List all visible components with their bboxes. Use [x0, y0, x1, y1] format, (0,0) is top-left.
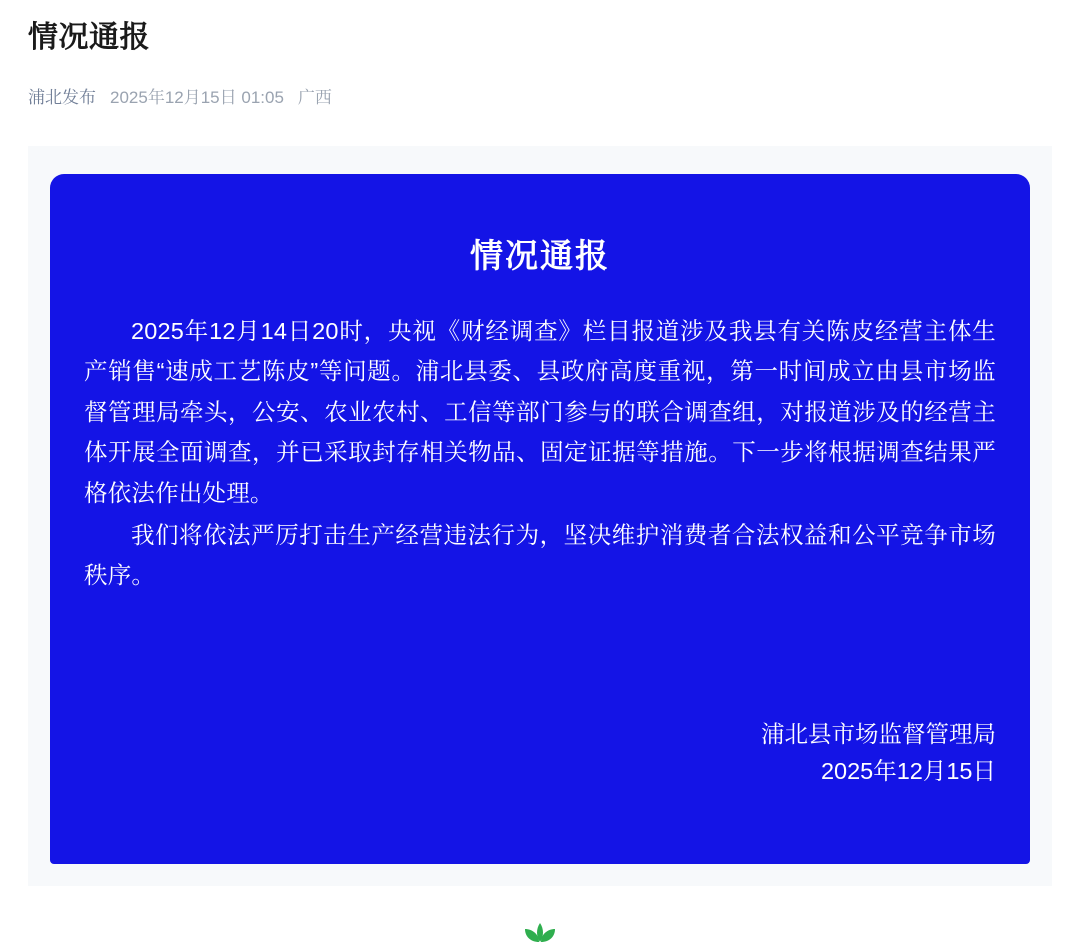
- notice-paragraph-1: 2025年12月14日20时，央视《财经调查》栏目报道涉及我县有关陈皮经营主体生产销售“速成工艺陈皮”等问题。浦北县委、县政府高度重视，第一时间成立由县市场监督管理局牵头，公安、农业农村、工信等部门参与的联合调查组，对报道涉及的经营主体开展全面调查，并已采取封存相关物品、固定证据等措施。下一步将根据调查结果严格依法作出处理。: [84, 318, 996, 506]
- notice-sign-date: 2025年12月15日: [820, 758, 996, 785]
- notice-signature: [84, 716, 996, 791]
- notice-body: [84, 311, 996, 596]
- meta-source[interactable]: 浦北发布: [28, 88, 96, 107]
- meta-region: 广西: [297, 88, 332, 107]
- leaf-icon: [523, 920, 557, 942]
- notice-card-wrapper: [28, 146, 1052, 886]
- meta-datetime: 2025年12月15日 01:05: [110, 88, 284, 107]
- notice-signer: 浦北县市场监督管理局: [761, 720, 996, 747]
- footer-strip: [0, 916, 1080, 942]
- notice-card: [50, 174, 1030, 864]
- page-title: 情况通报: [28, 21, 150, 54]
- article-meta: [28, 83, 1052, 108]
- notice-heading: 情况通报: [470, 237, 610, 274]
- notice-paragraph-2: 我们将依法严厉打击生产经营违法行为，坚决维护消费者合法权益和公平竞争市场秩序。: [84, 522, 996, 589]
- article-header: [0, 0, 1080, 108]
